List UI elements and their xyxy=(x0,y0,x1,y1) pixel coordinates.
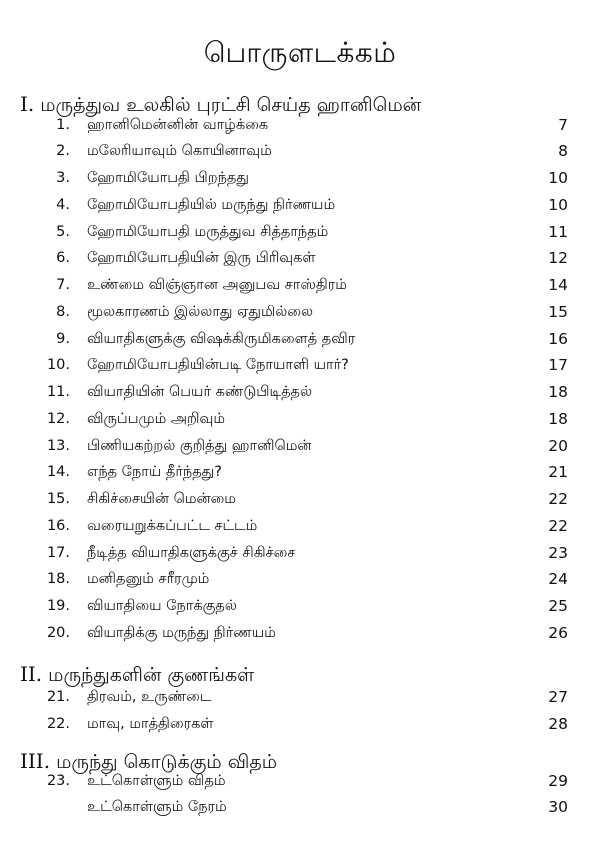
entry-title: நீடித்த வியாதிகளுக்குச் சிகிச்சை xyxy=(87,545,296,561)
entry-title: வியாதியின் பெயர் கண்டுபிடித்தல் xyxy=(87,384,312,400)
section-numeral: II. xyxy=(20,662,43,686)
entry-page: 20 xyxy=(548,437,568,455)
entry-title: விருப்பமும் அறிவும் xyxy=(87,411,226,427)
entry-page: 10 xyxy=(548,196,568,214)
entry-number: 17. xyxy=(46,545,70,561)
entry-number: 5. xyxy=(56,224,70,240)
entry-number: 2. xyxy=(56,143,70,159)
entry-number: 1. xyxy=(56,117,70,133)
entry-number: 13. xyxy=(46,438,70,454)
entry-number: 22. xyxy=(46,716,70,732)
toc-entry[interactable] xyxy=(0,326,600,352)
entry-title: ஹோமியோபதி பிறந்தது xyxy=(87,170,249,186)
entry-page: 16 xyxy=(548,330,568,348)
entry-title: வியாதிக்கு மருந்து நிர்ணயம் xyxy=(87,625,276,641)
entry-number: 6. xyxy=(56,250,70,266)
entry-page: 17 xyxy=(548,356,568,374)
entry-number: 18. xyxy=(46,571,70,587)
entry-number: 19. xyxy=(46,598,70,614)
entry-page: 10 xyxy=(548,169,568,187)
entry-title: வரையறுக்கப்பட்ட சட்டம் xyxy=(87,518,258,534)
toc-entry[interactable] xyxy=(0,486,600,512)
section-numeral: III. xyxy=(20,749,51,773)
toc-entry[interactable] xyxy=(0,433,600,459)
toc-entry[interactable] xyxy=(0,620,600,646)
entry-page: 23 xyxy=(548,544,568,562)
toc-entry[interactable] xyxy=(0,768,600,794)
entry-title: மலேரியாவும் கொயினாவும் xyxy=(87,143,272,159)
entry-page: 14 xyxy=(548,276,568,294)
toc-entry[interactable] xyxy=(0,684,600,710)
entry-number: 3. xyxy=(56,170,70,186)
entry-number: 23. xyxy=(46,773,70,789)
entry-number: 20. xyxy=(46,625,70,641)
toc-entry[interactable] xyxy=(0,540,600,566)
toc-entry[interactable] xyxy=(0,794,600,820)
entry-page: 27 xyxy=(548,688,568,706)
toc-entry[interactable] xyxy=(0,112,600,138)
toc-entry[interactable] xyxy=(0,566,600,592)
entry-title: எந்த நோய் தீர்ந்தது? xyxy=(87,464,222,480)
entry-page: 29 xyxy=(548,772,568,790)
entry-number: 10. xyxy=(46,357,70,373)
entry-title: மாவு, மாத்திரைகள் xyxy=(87,716,214,732)
entry-number: 7. xyxy=(56,277,70,293)
entry-number: 4. xyxy=(56,197,70,213)
toc-entry[interactable] xyxy=(0,513,600,539)
entry-page: 18 xyxy=(548,383,568,401)
entry-title: வியாதிகளுக்கு விஷக்கிருமிகளைத் தவிர xyxy=(87,331,356,347)
entry-number: 15. xyxy=(46,491,70,507)
entry-title: சிகிச்சையின் மென்மை xyxy=(87,491,236,507)
entry-page: 21 xyxy=(548,463,568,481)
toc-entry[interactable] xyxy=(0,352,600,378)
entry-title: திரவம், உருண்டை xyxy=(87,689,212,705)
entry-title: ஹோமியோபதி மருத்துவ சித்தாந்தம் xyxy=(87,224,329,240)
toc-entry[interactable] xyxy=(0,192,600,218)
section-title: மருந்துகளின் குணங்கள் xyxy=(48,664,255,686)
entry-title: ஹோமியோபதியின்படி நோயாளி யார்? xyxy=(87,357,349,373)
entry-title: வியாதியை நோக்குதல் xyxy=(87,598,237,614)
entry-page: 12 xyxy=(548,249,568,267)
entry-number: 21. xyxy=(46,689,70,705)
page-title: பொருளடக்கம் xyxy=(203,36,397,69)
entry-number: 16. xyxy=(46,518,70,534)
entry-number: 12. xyxy=(46,411,70,427)
entry-title: பிணியகற்றல் குறித்து ஹானிமென் xyxy=(87,438,312,454)
entry-page: 7 xyxy=(558,116,568,134)
toc-entry[interactable] xyxy=(0,245,600,271)
toc-entry[interactable] xyxy=(0,406,600,432)
entry-number: 14. xyxy=(46,464,70,480)
entry-page: 30 xyxy=(548,798,568,816)
entry-page: 8 xyxy=(558,142,568,160)
entry-number: 9. xyxy=(56,331,70,347)
section-numeral: I. xyxy=(20,92,35,116)
entry-title: ஹானிமென்னின் வாழ்க்கை xyxy=(87,117,269,133)
toc-entry[interactable] xyxy=(0,299,600,325)
entry-number: 8. xyxy=(56,304,70,320)
entry-number: 11. xyxy=(46,384,70,400)
toc-entry[interactable] xyxy=(0,165,600,191)
entry-page: 28 xyxy=(548,715,568,733)
toc-entry[interactable] xyxy=(0,459,600,485)
entry-title: உட்கொள்ளும் விதம் xyxy=(87,773,226,789)
toc-entry[interactable] xyxy=(0,272,600,298)
toc-entry[interactable] xyxy=(0,593,600,619)
toc-entry[interactable] xyxy=(0,219,600,245)
entry-page: 22 xyxy=(548,490,568,508)
entry-page: 25 xyxy=(548,597,568,615)
entry-page: 26 xyxy=(548,624,568,642)
entry-title: உட்கொள்ளும் நேரம் xyxy=(87,799,227,815)
toc-entry[interactable] xyxy=(0,379,600,405)
section-title: மருத்துவ உலகில் புரட்சி செய்த ஹானிமென் xyxy=(40,94,422,116)
entry-page: 11 xyxy=(548,223,568,241)
entry-page: 18 xyxy=(548,410,568,428)
entry-title: ஹோமியோபதியின் இரு பிரிவுகள் xyxy=(87,250,316,266)
entry-page: 24 xyxy=(548,570,568,588)
section-title: மருந்து கொடுக்கும் விதம் xyxy=(56,751,278,773)
entry-title: மூலகாரணம் இல்லாது ஏதுமில்லை xyxy=(87,304,314,320)
entry-page: 22 xyxy=(548,517,568,535)
entry-page: 15 xyxy=(548,303,568,321)
toc-entry[interactable] xyxy=(0,711,600,737)
entry-title: உண்மை விஞ்ஞான அனுபவ சாஸ்திரம் xyxy=(87,277,347,293)
toc-entry[interactable] xyxy=(0,138,600,164)
entry-title: மனிதனும் சரீரமும் xyxy=(87,571,210,587)
entry-title: ஹோமியோபதியில் மருந்து நிர்ணயம் xyxy=(87,197,336,213)
